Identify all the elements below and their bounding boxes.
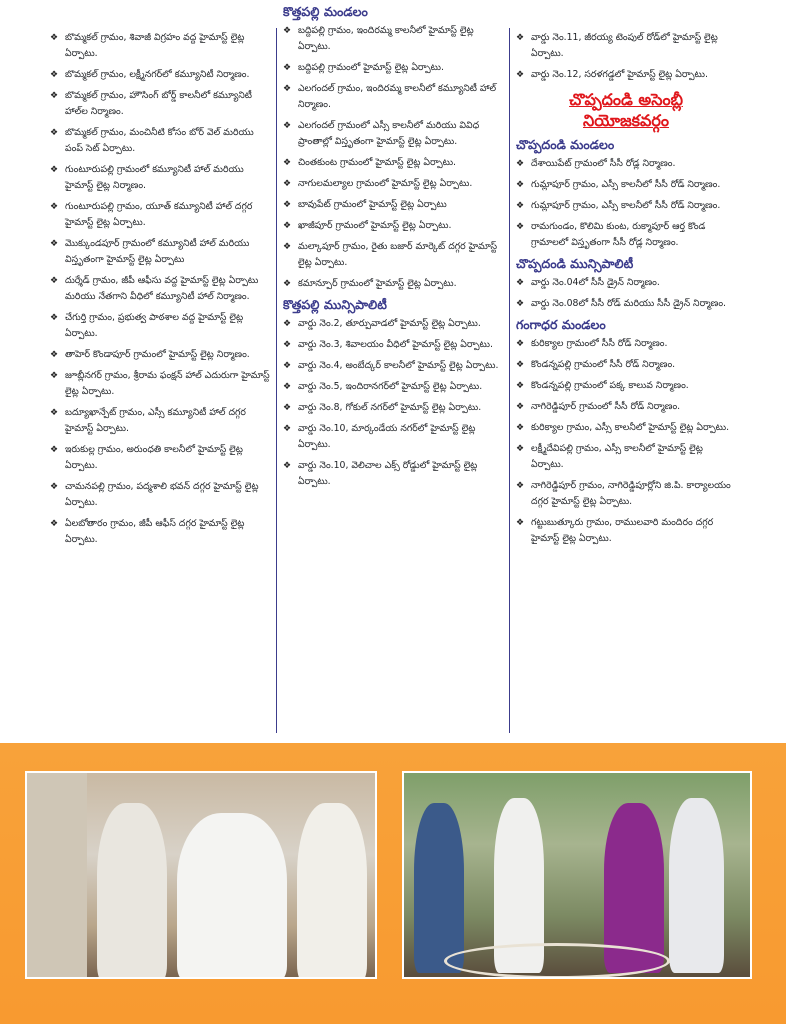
list-item-text: బావుపేట్ గ్రామంలో హైమాస్ట్ లైట్ల ఏర్పాటు [298, 199, 447, 210]
list-item-text: కురిక్యాల గ్రామంలో సీసీ రోడ్ నిర్మాణం. [531, 338, 668, 349]
diamond-bullet-icon: ❖ [516, 180, 525, 190]
list-item-text: కొండన్నపల్లి గ్రామంలో పక్క కాలువ నిర్మాణం. [531, 380, 689, 391]
diamond-bullet-icon: ❖ [50, 70, 59, 80]
diamond-bullet-icon: ❖ [283, 200, 292, 210]
list-item-text: గుంటూరుపల్లి గ్రామం, యూత్ కమ్యూనిటీ హాల్ దగ్గర హైమాస్ట్ లైట్ల ఏర్పాటు. [65, 201, 253, 228]
diamond-bullet-icon: ❖ [516, 70, 525, 80]
list-item [283, 316, 505, 332]
diamond-bullet-icon: ❖ [50, 165, 59, 175]
list-item [50, 273, 272, 305]
list-item [283, 218, 505, 234]
list-item-text: బద్యూఖాన్పేట్ గ్రామం, ఎస్సీ కమ్యూనిటీ హాల్ దగ్గర హైమాస్ట్ ఏర్పాటు. [65, 407, 246, 434]
list-item-text: రామగుండం, కొలిమి కుంట, రుక్మాపూర్ ఆర్త కొండ గ్రామాలలో విస్తృతంగా సీసీ రోడ్ల నిర్మాణం. [531, 221, 706, 248]
diamond-bullet-icon: ❖ [50, 33, 59, 43]
list-item-text: జూబ్లీనగర్ గ్రామం, శ్రీరామ ఫంక్షన్ హాల్ ఎదురుగా హైమాస్ట్ లైట్ల ఏర్పాటు. [65, 370, 270, 397]
list-item-text: వార్డు నెం.10, వెలిచాల ఎక్స్ రోడ్డులో హైమాస్ట్ లైట్ల ఏర్పాటు. [298, 460, 478, 487]
list-item-text: నాగిరెడ్డిపూర్ గ్రామం, నాగిరెడ్డిపూర్లోని జి.పి. కార్యాలయం దగ్గర హైమాస్ట్ లైట్ల ఏర్పాటు. [531, 480, 731, 507]
list-item [283, 239, 505, 271]
list-item [516, 336, 736, 352]
list-item-text: నాగులమల్యాల గ్రామంలో హైమాస్ట్ లైట్ల ఏర్పాటు. [298, 178, 473, 189]
list-item [50, 368, 272, 400]
diamond-bullet-icon: ❖ [516, 444, 525, 454]
diamond-bullet-icon: ❖ [50, 202, 59, 212]
section-heading: గంగాధర మండలం [516, 317, 606, 332]
list-item-text: మల్కాపూర్ గ్రామం, రైతు బజార్ మార్కెట్ దగ్గర హైమాస్ట్ లైట్ల ఏర్పాటు. [298, 241, 498, 268]
list-item [50, 88, 272, 120]
section-heading: చొప్పదండి మండలం [516, 137, 615, 152]
diamond-bullet-icon: ❖ [283, 361, 292, 371]
diamond-bullet-icon: ❖ [283, 382, 292, 392]
diamond-bullet-icon: ❖ [283, 319, 292, 329]
list-item-text: బొమ్మకల్ గ్రామం, లక్ష్మీనగర్‌లో కమ్యూనిటీ నిర్మాణం. [65, 69, 250, 80]
list-item [283, 176, 505, 192]
diamond-bullet-icon: ❖ [283, 63, 292, 73]
list-item-text: చామనపల్లి గ్రామం, పద్మశాలి భవన్ దగ్గర హైమాస్ట్ లైట్ల ఏర్పాటు. [65, 481, 259, 508]
list-item [283, 421, 505, 453]
list-item-text: ఏలబోతారం గ్రామం, జీపీ ఆఫీస్ దగ్గర హైమాస్ట్ లైట్ల ఏర్పాటు. [65, 518, 245, 545]
list-item-text: వార్డు నెం.04లో సీసీ డ్రైన్ నిర్మాణం. [531, 277, 660, 288]
list-item-text: గుమ్లాపూర్ గ్రామం, ఎస్సీ కాలనీలో సీసీ రోడ్ నిర్మాణం. [531, 179, 721, 190]
diamond-bullet-icon: ❖ [50, 408, 59, 418]
list-item [283, 276, 505, 292]
diamond-bullet-icon: ❖ [50, 313, 59, 323]
list-item-text: బద్దిపల్లి గ్రామం, ఇందిరమ్మ కాలనీలో హైమాస్ట్ లైట్ల ఏర్పాటు. [298, 25, 474, 52]
column-3 [516, 30, 736, 552]
list-item-text: కురిక్యాల గ్రామం, ఎస్సీ కాలనీలో హైమాస్ట్ లైట్ల ఏర్పాటు. [531, 422, 730, 433]
column-divider-1 [276, 28, 277, 733]
diamond-bullet-icon: ❖ [50, 91, 59, 101]
diamond-bullet-icon: ❖ [516, 159, 525, 169]
list-item-text: వార్డు నెం.2, తూర్పువాడలో హైమాస్ట్ లైట్ల ఏర్పాటు. [298, 318, 481, 329]
diamond-bullet-icon: ❖ [516, 339, 525, 349]
diamond-bullet-icon: ❖ [516, 278, 525, 288]
work-list [516, 336, 736, 547]
column-1 [50, 30, 272, 553]
list-item [516, 441, 736, 473]
diamond-bullet-icon: ❖ [283, 84, 292, 94]
diamond-bullet-icon: ❖ [283, 179, 292, 189]
diamond-bullet-icon: ❖ [516, 360, 525, 370]
list-item-text: తాహెర్ కొండాపూర్ గ్రామంలో హైమాస్ట్ లైట్ల నిర్మాణం. [65, 349, 250, 360]
list-item [283, 155, 505, 171]
diamond-bullet-icon: ❖ [50, 519, 59, 529]
list-item [516, 275, 736, 291]
list-item [283, 118, 505, 150]
list-item [283, 81, 505, 113]
list-item [50, 125, 272, 157]
diamond-bullet-icon: ❖ [283, 242, 292, 252]
list-item [50, 516, 272, 548]
diamond-bullet-icon: ❖ [283, 26, 292, 36]
list-item [50, 347, 272, 363]
list-item [283, 60, 505, 76]
list-item [516, 198, 736, 214]
diamond-bullet-icon: ❖ [283, 461, 292, 471]
diamond-bullet-icon: ❖ [283, 221, 292, 231]
list-item [516, 296, 736, 312]
diamond-bullet-icon: ❖ [283, 279, 292, 289]
list-item [50, 405, 272, 437]
work-list [50, 30, 272, 548]
list-item-text: దేశాయిపేట్ గ్రామంలో సీసీ రోడ్ల నిర్మాణం. [531, 158, 676, 169]
list-item [50, 199, 272, 231]
list-item [283, 23, 505, 55]
diamond-bullet-icon: ❖ [283, 403, 292, 413]
list-item [516, 399, 736, 415]
list-item [516, 420, 736, 436]
banner-line-2: నియోజకవర్గం [583, 111, 669, 130]
diamond-bullet-icon: ❖ [516, 299, 525, 309]
list-item-text: ఎలగందల్ గ్రామం, ఇందిరమ్మ కాలనీలో కమ్యూనిటీ హాల్ నిర్మాణం. [298, 83, 497, 110]
list-item [516, 478, 736, 510]
list-item-text: వార్డు నెం.3, శివాలయం వీధిలో హైమాస్ట్ లైట్ల ఏర్పాటు. [298, 339, 493, 350]
list-item [516, 177, 736, 193]
list-item-text: ఖాజీపూర్ గ్రామంలో హైమాస్ట్ లైట్ల ఏర్పాటు. [298, 220, 452, 231]
list-item [283, 379, 505, 395]
list-item-text: బద్దిపల్లి గ్రామంలో హైమాస్ట్ లైట్ల ఏర్పాటు. [298, 62, 444, 73]
diamond-bullet-icon: ❖ [516, 33, 525, 43]
list-item [516, 156, 736, 172]
list-item [50, 162, 272, 194]
diamond-bullet-icon: ❖ [516, 423, 525, 433]
list-item-text: చేగుర్తి గ్రామం, ప్రభుత్వ పాఠశాల వద్ద హైమాస్ట్ లైట్ల ఏర్పాటు. [65, 312, 244, 339]
list-item-text: బొమ్మకల్ గ్రామం, శివాజీ విగ్రహం వద్ద హైమాస్ట్ లైట్ల ఏర్పాటు. [65, 32, 245, 59]
list-item [516, 219, 736, 251]
list-item [50, 67, 272, 83]
list-item [516, 357, 736, 373]
diamond-bullet-icon: ❖ [50, 371, 59, 381]
list-item-text: బొమ్మకల్ గ్రామం, మంచినీటి కోసం బోర్ వెల్ మరియు పంప్ సెట్ ఏర్పాటు. [65, 127, 254, 154]
list-item-text: వార్డు నెం.12, సరళగడ్డలో హైమాస్ట్ లైట్ల ఏర్పాటు. [531, 69, 708, 80]
diamond-bullet-icon: ❖ [283, 340, 292, 350]
list-item [283, 197, 505, 213]
list-item-text: చింతకుంట గ్రామంలో హైమాస్ట్ లైట్ల ఏర్పాటు. [298, 157, 457, 168]
work-list [283, 316, 505, 490]
list-item-text: నాగిరెడ్డిపూర్ గ్రామంలో సీసీ రోడ్ నిర్మాణం. [531, 401, 681, 412]
list-item-text: వార్డు నెం.08లో సీసీ రోడ్ మరియు సీసీ డ్రైన్ నిర్మాణం. [531, 298, 727, 309]
list-item-text: వార్డు నెం.10, మార్కండేయ నగర్‌లో హైమాస్ట్ లైట్ల ఏర్పాటు. [298, 423, 476, 450]
list-item-text: మొక్కుండపూర్ గ్రామంలో కమ్యూనిటీ హాల్ మరియు విస్తృతంగా హైమాస్ట్ లైట్ల ఏర్పాటు [65, 238, 250, 265]
column-divider-2 [509, 28, 510, 733]
section-heading: కొత్తపల్లి మండలం [283, 4, 368, 19]
diamond-bullet-icon: ❖ [50, 276, 59, 286]
banner-line-1: చొప్పదండి అసెంబ్లీ [569, 90, 683, 109]
diamond-bullet-icon: ❖ [50, 239, 59, 249]
list-item-text: వార్డు నెం.4, అంబేద్కర్ కాలనీలో హైమాస్ట్ లైట్ల ఏర్పాటు. [298, 360, 499, 371]
diamond-bullet-icon: ❖ [50, 482, 59, 492]
list-item-text: కొండన్నపల్లి గ్రామంలో సీసీ రోడ్ నిర్మాణం. [531, 359, 676, 370]
list-item-text: ఇరుకుల్ల గ్రామం, అరుంధతి కాలనీలో హైమాస్ట్ లైట్ల ఏర్పాటు. [65, 444, 243, 471]
list-item-text: గట్టుబుత్కూరు గ్రామం, రాములవారి మందిరం దగ్గర హైమాస్ట్ లైట్ల ఏర్పాటు. [531, 517, 714, 544]
list-item-text: బొమ్మకల్ గ్రామం, హౌసింగ్ బోర్డ్ కాలనీలో కమ్యూనిటీ హాల్‌ల నిర్మాణం. [65, 90, 252, 117]
list-item-text: గుంటూరుపల్లి గ్రామంలో కమ్యూనిటీ హాల్ మరియు హైమాస్ట్ లైట్ల నిర్మాణం. [65, 164, 244, 191]
diamond-bullet-icon: ❖ [516, 222, 525, 232]
list-item [516, 67, 736, 83]
column-2 [283, 4, 505, 495]
list-item [50, 30, 272, 62]
list-item-text: లక్ష్మీదేవిపల్లి గ్రామం, ఎస్సీ కాలనీలో హైమాస్ట్ లైట్ల ఏర్పాటు. [531, 443, 703, 470]
work-list [516, 30, 736, 83]
photo-strip [0, 743, 786, 1024]
list-item [283, 400, 505, 416]
diamond-bullet-icon: ❖ [516, 402, 525, 412]
list-item [50, 236, 272, 268]
list-item-text: వార్డు నెం.11, జీరయ్య టెంపుల్ రోడ్‌లో హైమాస్ట్ లైట్ల ఏర్పాటు. [531, 32, 718, 59]
diamond-bullet-icon: ❖ [283, 158, 292, 168]
list-item [283, 358, 505, 374]
diamond-bullet-icon: ❖ [516, 481, 525, 491]
list-item-text: వార్డు నెం.8, గోకుల్ నగర్‌లో హైమాస్ట్ లైట్ల ఏర్పాటు. [298, 402, 482, 413]
list-item [50, 442, 272, 474]
list-item [283, 458, 505, 490]
list-item [50, 479, 272, 511]
section-heading: కొత్తపల్లి మున్సిపాలిటీ [283, 297, 387, 312]
assembly-banner [516, 89, 736, 131]
work-list [283, 23, 505, 292]
diamond-bullet-icon: ❖ [50, 128, 59, 138]
list-item [283, 337, 505, 353]
section-heading: చొప్పదండి మున్సిపాలిటీ [516, 256, 634, 271]
list-item-text: కమాన్పూర్ గ్రామంలో హైమాస్ట్ లైట్ల ఏర్పాటు. [298, 278, 457, 289]
event-photo-1 [25, 771, 377, 979]
diamond-bullet-icon: ❖ [50, 445, 59, 455]
list-item [516, 30, 736, 62]
diamond-bullet-icon: ❖ [516, 381, 525, 391]
work-list [516, 275, 736, 312]
list-item-text: గుమ్లాపూర్ గ్రామం, ఎస్సీ కాలనీలో సీసీ రోడ్ నిర్మాణం. [531, 200, 721, 211]
diamond-bullet-icon: ❖ [50, 350, 59, 360]
list-item [516, 515, 736, 547]
event-photo-2 [402, 771, 752, 979]
list-item-text: ఎలగందల్ గ్రామంలో ఎస్సీ కాలనీలో మరియు వివిధ ప్రాంతాల్లో విస్తృతంగా హైమాస్ట్ లైట్ల ఏర్పాటు. [298, 120, 480, 147]
work-list [516, 156, 736, 251]
list-item-text: దుర్శేడ్ గ్రామం, జీపీ ఆఫీసు వద్ద హైమాస్ట్ లైట్ల ఏర్పాటు మరియు నేతగాని వీధిలో కమ్యూనిటీ హాల్ నిర్మాణం. [65, 275, 259, 302]
list-item [516, 378, 736, 394]
list-item [50, 310, 272, 342]
diamond-bullet-icon: ❖ [283, 424, 292, 434]
diamond-bullet-icon: ❖ [516, 201, 525, 211]
diamond-bullet-icon: ❖ [516, 518, 525, 528]
diamond-bullet-icon: ❖ [283, 121, 292, 131]
list-item-text: వార్డు నెం.5, ఇందిరానగర్‌లో హైమాస్ట్ లైట్ల ఏర్పాటు. [298, 381, 483, 392]
